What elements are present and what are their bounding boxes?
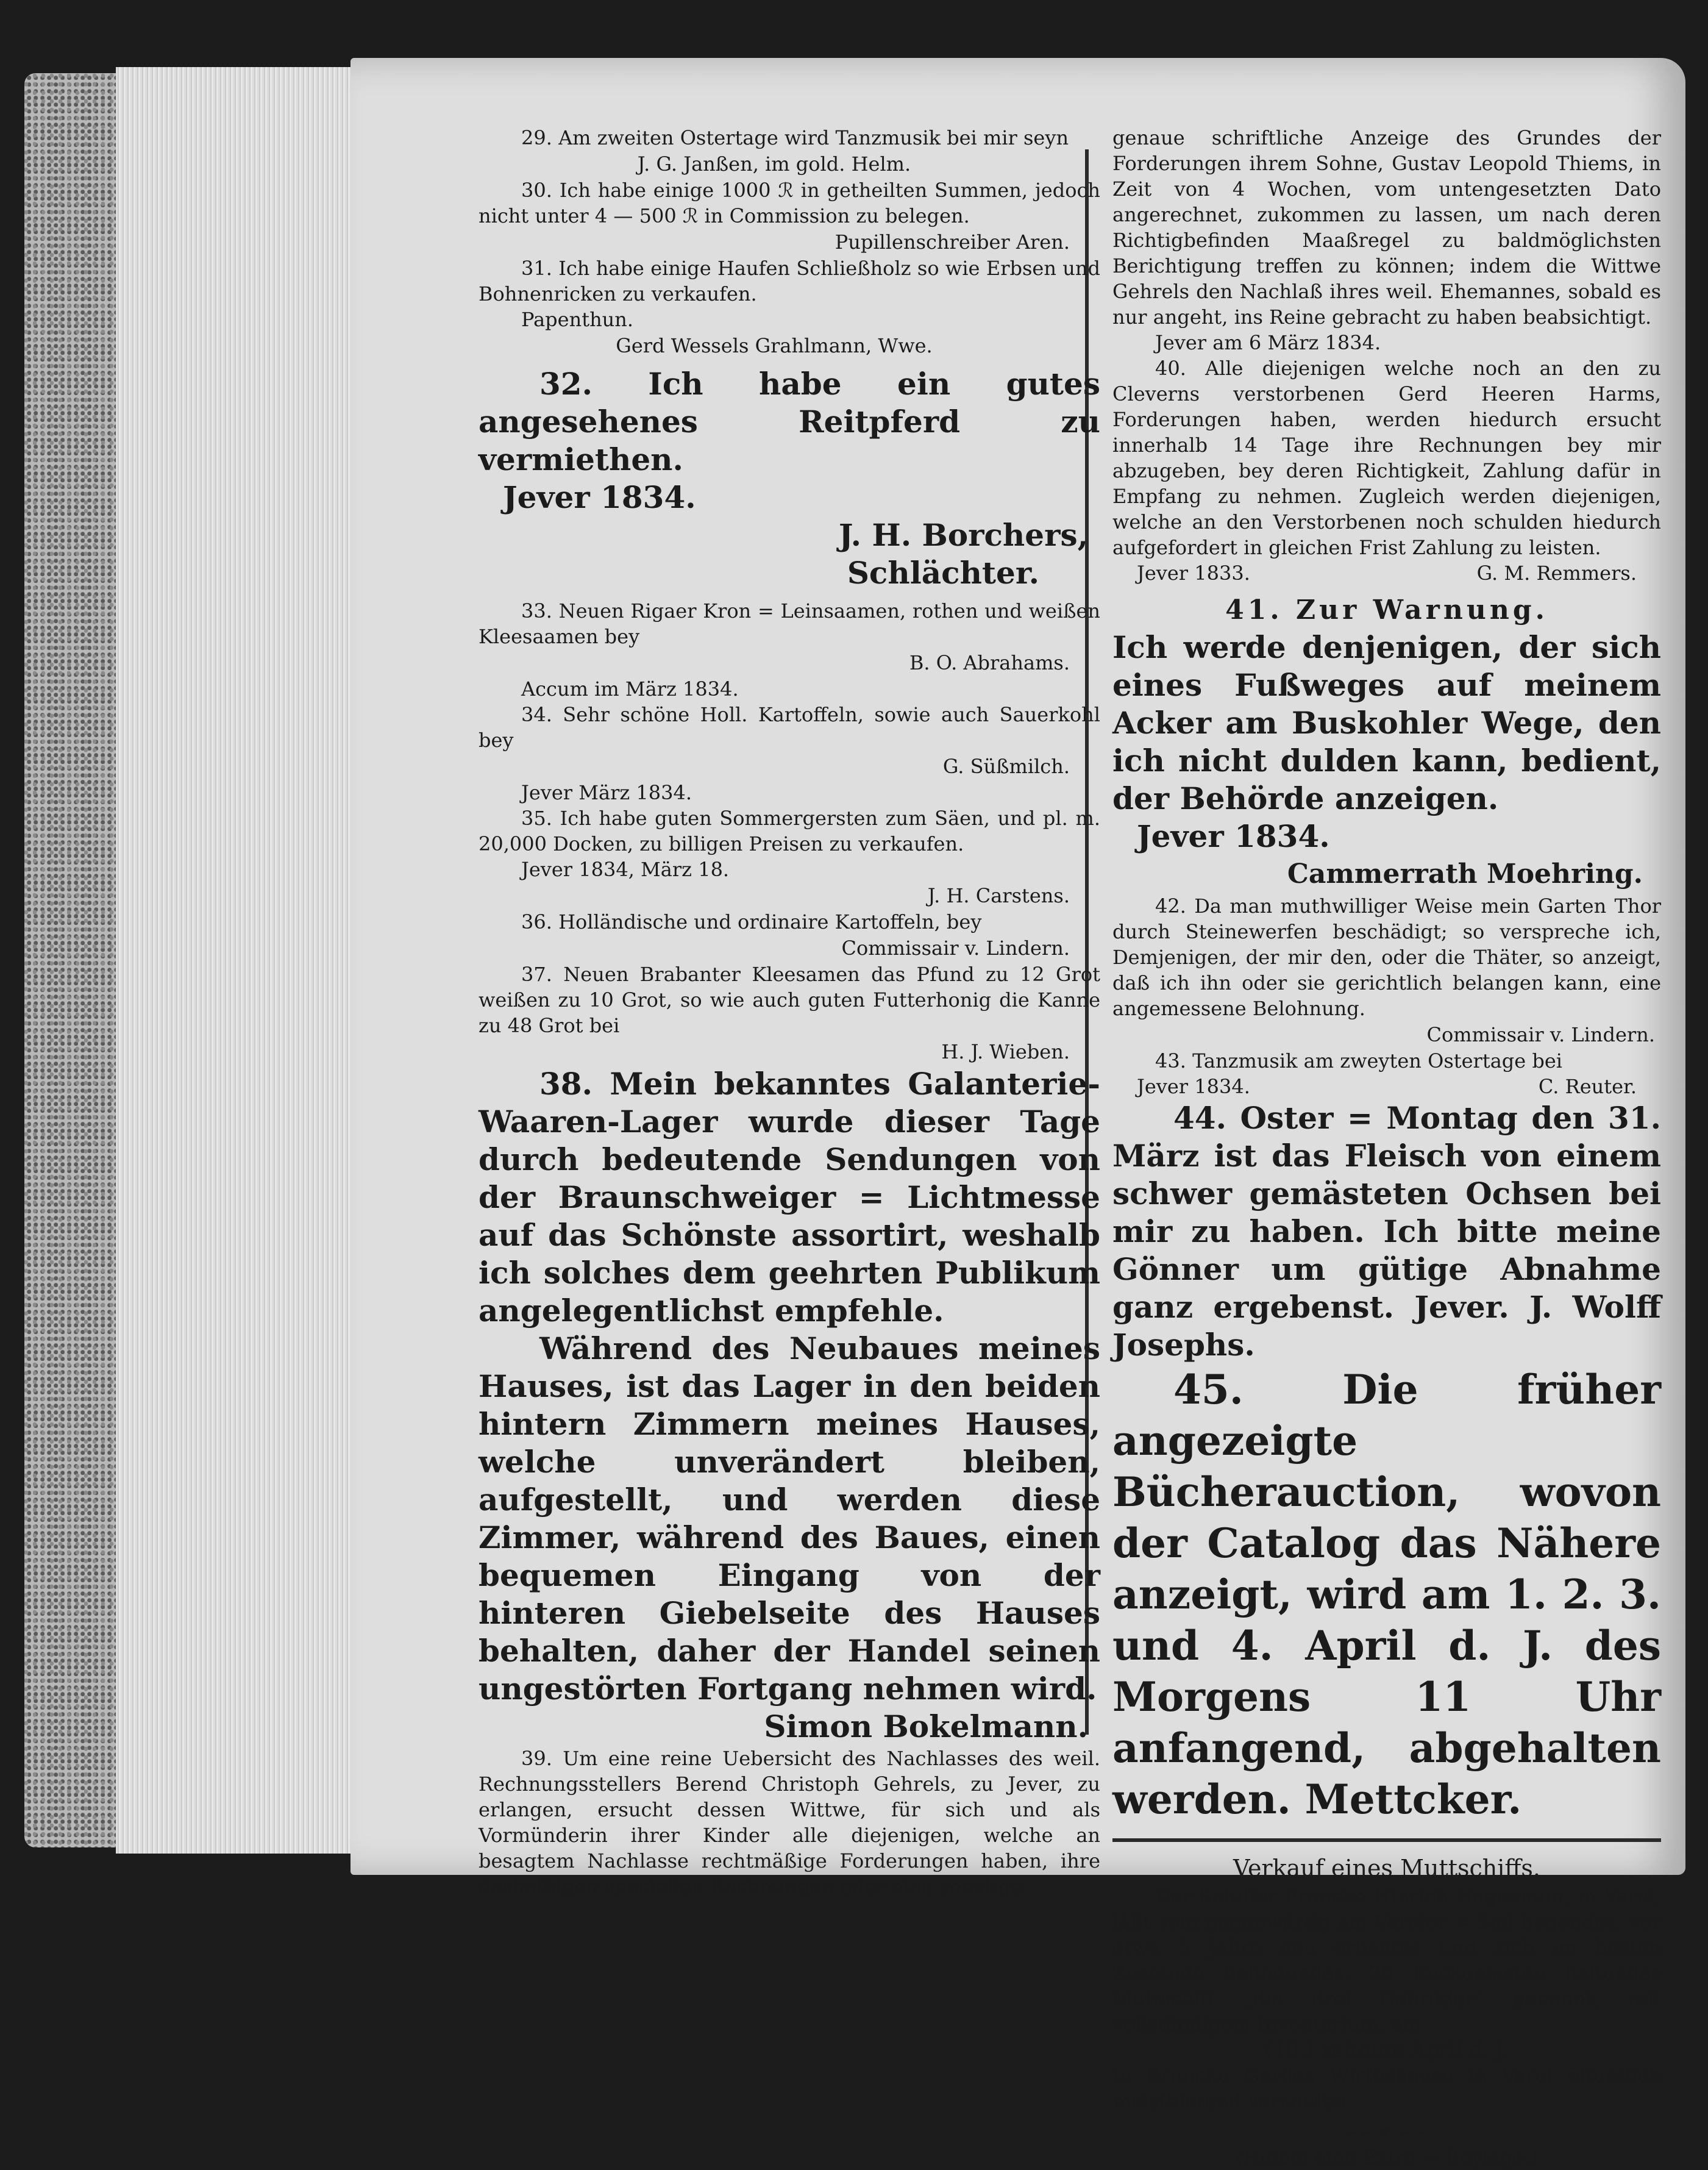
ad-44-text: 44. Oster = Montag den 31. März ist das Fleisch von einem schwer gemästeten Ochsen bei mir zu haben. Ich bitte meine Gönner um gütige Abnahme ganz ergebenst. Jever. J. Wolff Josephs. xyxy=(1112,1100,1661,1363)
section-rule xyxy=(1112,1838,1661,1842)
ad-34-place: Jever März 1834. xyxy=(521,781,692,804)
page-edges xyxy=(116,67,354,1854)
ad-34-signature: G. Süßmilch. xyxy=(942,755,1070,778)
ad-42-signature: Commissair v. Lindern. xyxy=(1426,1023,1655,1046)
ad-38-text-2: Während des Neubaues meines Hauses, ist das Lager in den beiden hintern Zimmern meines Hauses, welche unverändert bleiben, aufgestellt, und werden diese Zimmer, während des Baues, einen bequemen Eingang von der hinteren Giebelseite des Hauses behalten, daher der Handel seinen ungestörten Fortgang nehmen wird. xyxy=(479,1330,1100,1707)
left-column xyxy=(479,125,1100,1899)
newspaper-page xyxy=(350,58,1685,2169)
ad-34-text: 34. Sehr schöne Holl. Kartoffeln, sowie auch Sauerkohl bey xyxy=(479,703,1100,752)
ad-35-signature: J. H. Carstens. xyxy=(927,884,1070,907)
ad-32-place: Jever 1834. xyxy=(503,479,696,515)
ad-43-text: 43. Tanzmusik am zweyten Ostertage bei xyxy=(1155,1049,1563,1073)
ad-39-continued: genaue schriftliche Anzeige des Grundes der Forderungen ihrem Sohne, Gustav Leopold Thiems, in Zeit von 4 Wochen, vom untengesetzten Dato angerechnet, zukommen zu lassen, um nach deren Richtigbefinden Maaßregel zu baldmöglichsten Berichtigung treffen zu können; indem die Wittwe Gehrels den Nachlaß ihres weil. Ehemannes, sobald es nur angeht, ins Reine gebracht zu haben beabsichtigt. xyxy=(1112,126,1661,329)
ad-41-title: 41. Zur Warnung. xyxy=(1225,594,1548,626)
sale-text-2: in Bruncke Gerdes Wirthshause in Varel öffentlich meistbietend verkaufen. xyxy=(1112,2064,1661,2113)
ad-33-place: Accum im März 1834. xyxy=(521,677,739,701)
ad-41-text: Ich werde denjenigen, der sich eines Fußweges auf meinem Acker am Buskohler Wege, den ich nicht dulden kann, bedient, der Behörde anzeigen. xyxy=(1112,629,1661,816)
ad-35-place: Jever 1834, März 18. xyxy=(521,858,730,881)
ad-43-footer xyxy=(1112,1074,1661,1099)
ad-42-text: 42. Da man muthwilliger Weise mein Garten Thor durch Steinewerfen beschädigt; so verspreche ich, Demjenigen, der mir den, oder die Thäter, so anzeigt, daß ich ihn oder sie gerichtlich belangen kann, eine angemessene Belohnung. xyxy=(1112,894,1661,1020)
sale-title: Verkauf eines Muttschiffs. xyxy=(1233,1855,1540,1882)
ad-39-text: 39. Um eine reine Uebersicht des Nachlasses des weil. Rechnungsstellers Berend Christoph Gehrels, zu Jever, zu erlangen, ersucht dessen Wittwe, für sich und als Vormünderin ihrer Kinder alle diejenigen, welche an besagtem Nachlasse rechtmäßige Forderungen haben, ihre deshalbigen speciellen Rechnungen oder eine sonstige xyxy=(479,1747,1100,1898)
ad-45-text: 45. Die früher angezeigte Bücherauction, wovon der Catalog das Nähere anzeigt, wird am 1. 2. 3. und 4. April d. J. des Morgens 11 Uhr anfangend, abgehalten werden. Mettcker. xyxy=(1112,1366,1661,1823)
ad-41-signature: Cammerrath Moehring. xyxy=(1287,858,1643,890)
ad-32-text: 32. Ich habe ein gutes angesehenes Reitpferd zu vermiethen. xyxy=(479,366,1100,477)
ad-32-occupation: Schlächter. xyxy=(847,555,1039,591)
ad-40-text: 40. Alle diejenigen welche noch an den zu Cleverns verstorbenen Gerd Heeren Harms, Forderungen haben, werden hiedurch ersucht innerhalb 14 Tage ihre Rechnungen bey mir abzugeben, bey deren Richtigkeit, Zahlung dafür in Empfang zu nehmen. Zugleich werden diejenigen, welche an den Verstorbenen noch schulden hiedurch aufgefordert in gleichen Frist Zahlung zu leisten. xyxy=(1112,357,1661,559)
ad-40-place: Jever 1833. xyxy=(1137,562,1250,585)
ad-30-signature: Pupillenschreiber Aren. xyxy=(834,230,1070,254)
ad-40-signature: G. M. Remmers. xyxy=(1476,562,1637,585)
sale-text: Der Schiffer Francke Hinrich Hagemann, in Varel, läßt sein gegenwärtig am Vareler = Siel liegendes, vor etwa 5 Jahre neu erbautes und sich im besten Zustande befindendes, 20 Rockenlasten haltendes Muttschiff „die drei Gebrüder“ genannt, mit vollständigem Inventarium, am xyxy=(1112,1885,1661,2036)
ad-38-signature: Simon Bokelmann. xyxy=(764,1708,1088,1744)
ad-40-footer xyxy=(1112,560,1661,586)
ad-43-signature: C. Reuter. xyxy=(1538,1075,1637,1098)
ornament-divider: ~~✦~~ xyxy=(1342,2121,1431,2143)
ad-39-place: Jever am 6 März 1834. xyxy=(1155,331,1381,354)
ad-37-text: 37. Neuen Brabanter Kleesamen das Pfund zu 12 Grot weißen zu 10 Grot, so wie auch guten Futterhonig die Kanne zu 48 Grot bei xyxy=(479,963,1100,1037)
sale-date: (10.) zehnten April d. J. xyxy=(1264,2038,1509,2062)
ad-36-signature: Commissair v. Lindern. xyxy=(841,937,1070,960)
book-cover-marbled xyxy=(24,73,116,1847)
ad-31-place: Papenthun. xyxy=(521,308,634,331)
ad-37-signature: H. J. Wieben. xyxy=(941,1040,1070,1063)
ad-29-text: 29. Am zweiten Ostertage wird Tanzmusik bei mir seyn xyxy=(521,126,1069,149)
ad-41-place: Jever 1834. xyxy=(1137,818,1330,854)
supplement-note: (Hiebei eine Extra = Beylage.) xyxy=(1236,2146,1538,2169)
ad-43-place: Jever 1834. xyxy=(1137,1075,1250,1098)
right-column xyxy=(1112,125,1661,2170)
ad-30-text: 30. Ich habe einige 1000 ℛ in getheilten Summen, jedoch nicht unter 4 — 500 ℛ in Commission zu belegen. xyxy=(479,179,1100,227)
ad-31-signature: Gerd Wessels Grahlmann, Wwe. xyxy=(616,334,933,357)
ad-36-text: 36. Holländische und ordinaire Kartoffeln, bey xyxy=(521,910,982,933)
ad-31-text: 31. Ich habe einige Haufen Schließholz so wie Erbsen und Bohnenricken zu verkaufen. xyxy=(479,257,1100,305)
ad-33-text: 33. Neuen Rigaer Kron = Leinsaamen, rothen und weißen Kleesaamen bey xyxy=(479,599,1100,648)
ad-33-signature: B. O. Abrahams. xyxy=(909,651,1070,674)
ad-38-text: 38. Mein bekanntes Galanterie-Waaren-Lager wurde dieser Tage durch bedeutende Sendungen von der Braunschweiger = Lichtmesse auf das Schönste assortirt, weshalb ich solches dem geehrten Publikum angelegentlichst empfehle. xyxy=(479,1066,1100,1329)
ad-29-signature: J. G. Janßen, im gold. Helm. xyxy=(637,152,911,176)
ad-35-text: 35. Ich habe guten Sommergersten zum Säen, und pl. m. 20,000 Docken, zu billigen Preisen zu verkaufen. xyxy=(479,807,1100,855)
ad-32-signature: J. H. Borchers, xyxy=(838,517,1088,553)
